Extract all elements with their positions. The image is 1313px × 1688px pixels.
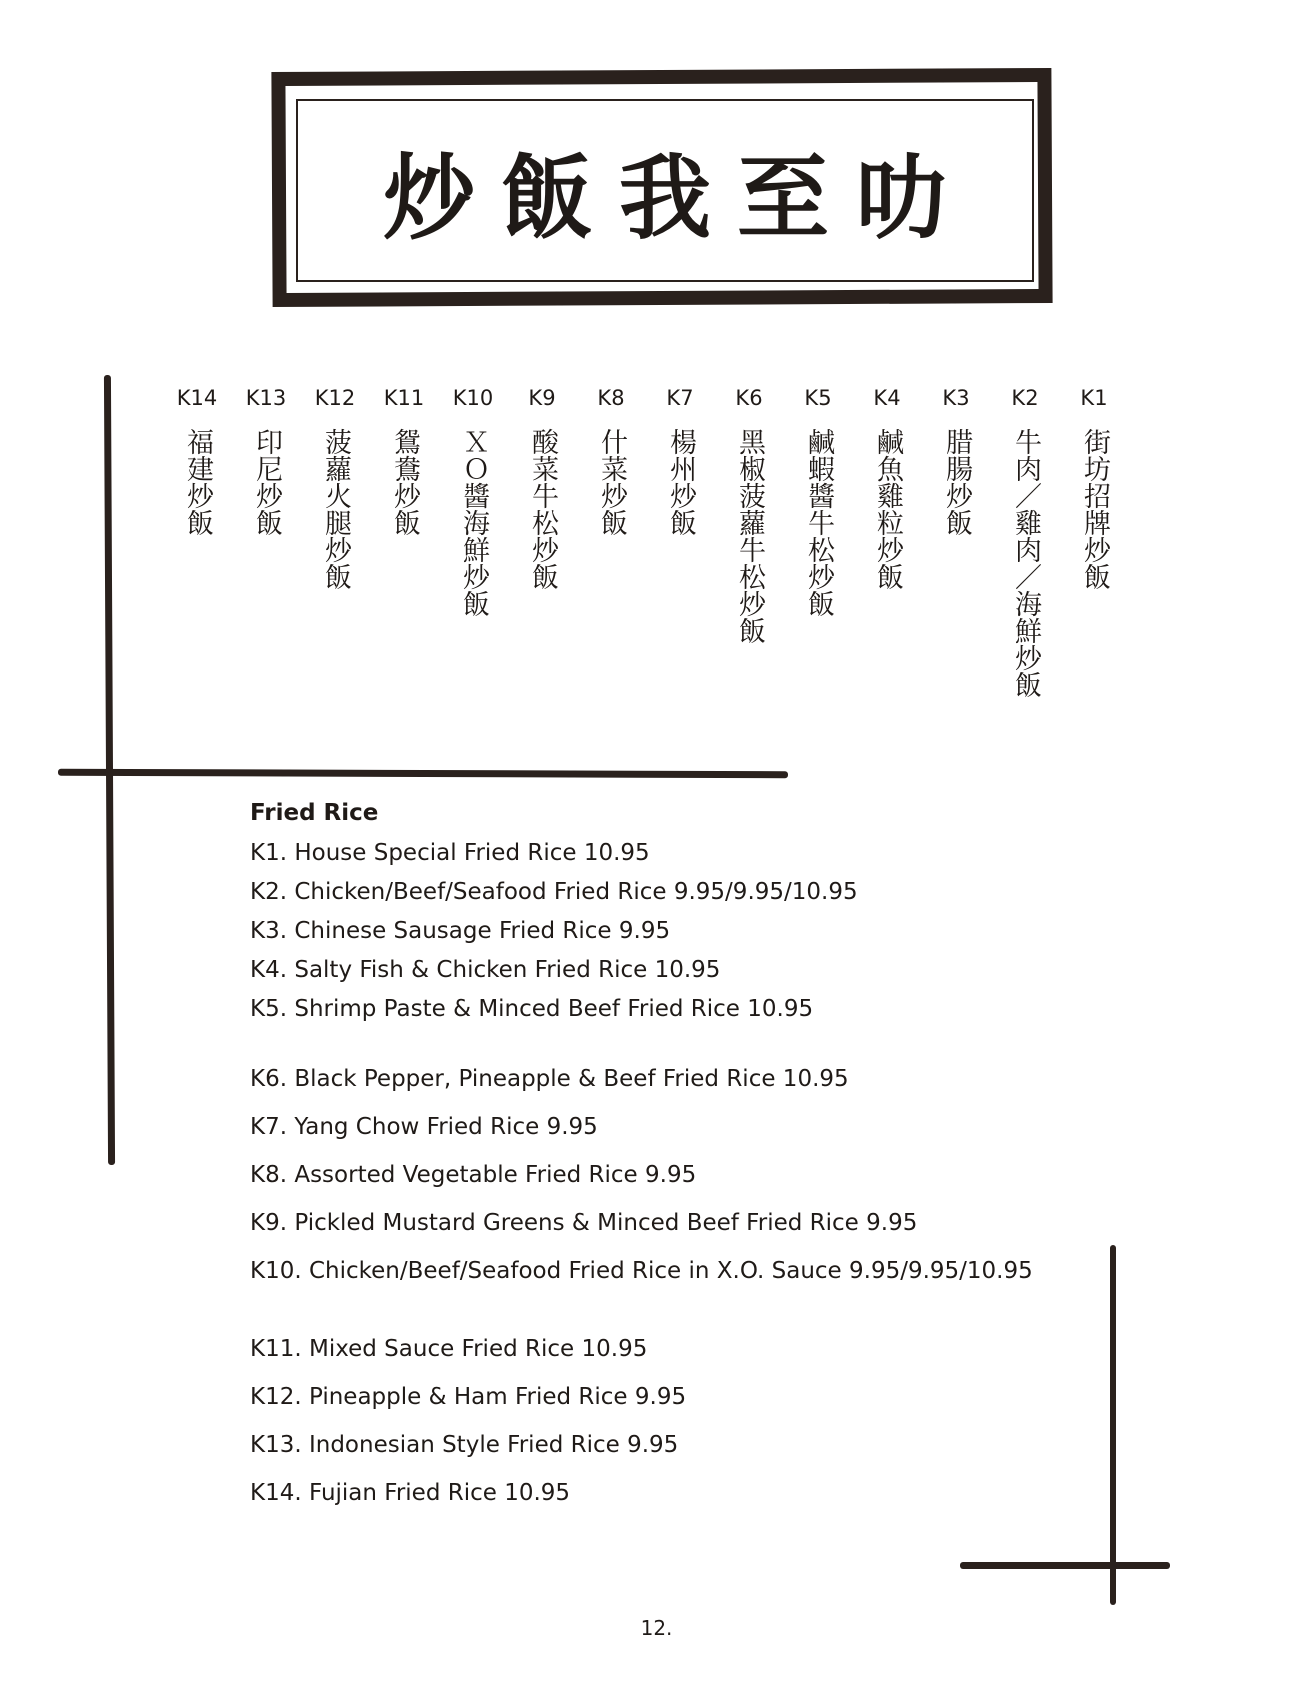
page-title: 炒飯我至叻 <box>382 144 973 252</box>
zh-item-code: K14 <box>176 386 218 410</box>
zh-item-k5 <box>788 386 848 617</box>
zh-item-name: 牛肉／雞肉／海鮮炒飯 <box>1010 428 1041 698</box>
menu-item-k3: K3. Chinese Sausage Fried Rice 9.95 <box>250 918 671 944</box>
zh-item-k1 <box>1064 386 1124 590</box>
zh-item-name: 腊腸炒飯 <box>941 428 972 536</box>
zh-item-name: 酸菜牛松炒飯 <box>527 428 558 590</box>
menu-item-k6: K6. Black Pepper, Pineapple & Beef Fried Rice 10.95 <box>250 1066 849 1092</box>
menu-item-k7: K7. Yang Chow Fried Rice 9.95 <box>250 1114 598 1140</box>
zh-item-k13 <box>236 386 296 536</box>
title-panel <box>296 99 1034 282</box>
zh-item-name: 黑椒菠蘿牛松炒飯 <box>734 428 765 644</box>
zh-item-k9 <box>512 386 572 590</box>
zh-item-k2 <box>995 386 1055 698</box>
menu-item-k13: K13. Indonesian Style Fried Rice 9.95 <box>250 1432 679 1458</box>
zh-item-k8 <box>581 386 641 536</box>
zh-item-k3 <box>926 386 986 536</box>
zh-item-name: 福建炒飯 <box>182 428 213 536</box>
zh-item-code: K12 <box>314 386 356 410</box>
zh-item-name: 楊州炒飯 <box>665 428 696 536</box>
page-number: 12. <box>640 1616 673 1640</box>
menu-item-k4: K4. Salty Fish & Chicken Fried Rice 10.95 <box>250 957 721 983</box>
menu-item-k10: K10. Chicken/Beef/Seafood Fried Rice in X.O. Sauce 9.95/9.95/10.95 <box>250 1258 1033 1284</box>
zh-item-name: ＸＯ醬海鮮炒飯 <box>458 428 489 617</box>
zh-item-code: K6 <box>735 386 763 410</box>
brush-horizontal-left <box>58 769 788 779</box>
menu-item-k11: K11. Mixed Sauce Fried Rice 10.95 <box>250 1336 648 1362</box>
zh-item-code: K13 <box>245 386 287 410</box>
section-heading: Fried Rice <box>250 800 379 826</box>
zh-item-name: 鹹蝦醬牛松炒飯 <box>803 428 834 617</box>
zh-item-name: 鹹魚雞粒炒飯 <box>872 428 903 590</box>
menu-item-k5: K5. Shrimp Paste & Minced Beef Fried Rice 10.95 <box>250 996 814 1022</box>
zh-item-k10 <box>443 386 503 617</box>
zh-item-k12 <box>305 386 365 590</box>
zh-item-code: K4 <box>873 386 901 410</box>
menu-item-k9: K9. Pickled Mustard Greens & Minced Beef Fried Rice 9.95 <box>250 1210 918 1236</box>
zh-item-code: K1 <box>1080 386 1108 410</box>
zh-item-code: K8 <box>597 386 625 410</box>
zh-item-k14 <box>167 386 227 536</box>
zh-item-name: 什菜炒飯 <box>596 428 627 536</box>
menu-item-k1: K1. House Special Fried Rice 10.95 <box>250 840 650 866</box>
zh-item-name: 菠蘿火腿炒飯 <box>320 428 351 590</box>
zh-item-code: K2 <box>1011 386 1039 410</box>
zh-item-code: K3 <box>942 386 970 410</box>
zh-item-name: 街坊招牌炒飯 <box>1079 428 1110 590</box>
zh-item-code: K7 <box>666 386 694 410</box>
zh-item-k11 <box>374 386 434 536</box>
menu-item-k2: K2. Chicken/Beef/Seafood Fried Rice 9.95/9.95/10.95 <box>250 879 858 905</box>
zh-item-code: K5 <box>804 386 832 410</box>
zh-item-name: 印尼炒飯 <box>251 428 282 536</box>
zh-item-k6 <box>719 386 779 644</box>
zh-item-code: K10 <box>452 386 494 410</box>
zh-item-code: K9 <box>528 386 556 410</box>
menu-item-k14: K14. Fujian Fried Rice 10.95 <box>250 1480 571 1506</box>
brush-horizontal-right <box>960 1562 1170 1569</box>
zh-item-code: K11 <box>383 386 425 410</box>
menu-item-k8: K8. Assorted Vegetable Fried Rice 9.95 <box>250 1162 697 1188</box>
zh-item-name: 鴛鴦炒飯 <box>389 428 420 536</box>
zh-item-k7 <box>650 386 710 536</box>
brush-vertical-right <box>1110 1245 1116 1605</box>
zh-item-k4 <box>857 386 917 590</box>
menu-item-k12: K12. Pineapple & Ham Fried Rice 9.95 <box>250 1384 687 1410</box>
